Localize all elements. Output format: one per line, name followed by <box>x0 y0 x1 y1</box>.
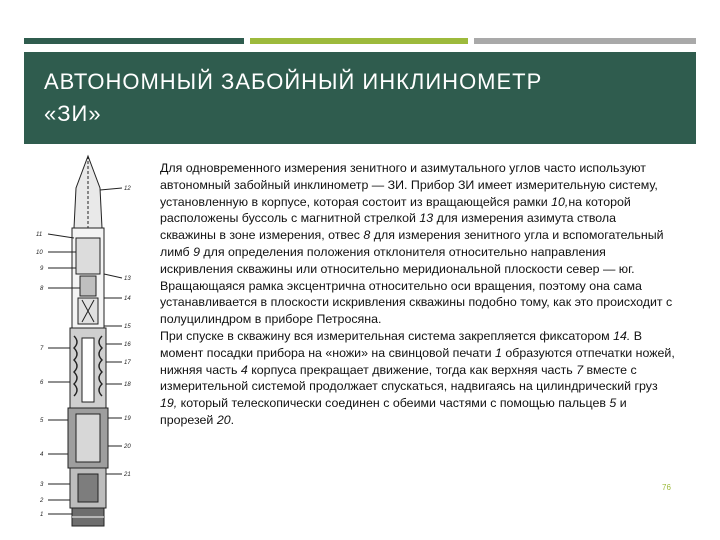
text-span: Для одновременного измерения зенитного и азимутального углов часто используют автономный забойный инклинометр — ЗИ. Прибор ЗИ имеет измерительную систему, установленную в корпусе, которая состоит из вращающейся рамки <box>160 161 658 209</box>
label-1: 1 <box>40 512 44 518</box>
ref-number: 4 <box>240 362 248 377</box>
label-14: 14 <box>124 296 131 302</box>
label-15: 15 <box>124 324 131 330</box>
ref-number: 9 <box>193 244 200 259</box>
text-span: который телескопически соединен с обеими частями с помощью пальцев <box>177 396 610 411</box>
label-19: 19 <box>124 416 131 422</box>
label-11: 11 <box>36 232 43 238</box>
ref-number: 10, <box>551 194 569 209</box>
ref-number: 14. <box>613 328 631 343</box>
text-span: для измерения зенитного угла и вспомогательный лимб <box>160 228 664 259</box>
text-span: корпуса прекращает движение, тогда как верхняя часть <box>247 362 577 377</box>
label-16: 16 <box>124 342 131 348</box>
text-span: и прорезей <box>160 396 627 427</box>
text-span: для определения положения отклонителя относительно направления искривления скважины или относительно меридиональной плоскости север — юг. Вращающаяся рамка эксцентрична относительно оси вращения, поэтому она сама устанавливается в плоскости искривления скважины подобно тому, как это происходит с полуцилиндром в приборе Петросяна. <box>160 244 673 327</box>
title-band <box>24 52 696 144</box>
top-accent-bar-green <box>250 38 468 44</box>
slide-title: АВТОНОМНЫЙ ЗАБОЙНЫЙ ИНКЛИНОМЕТР «ЗИ» <box>44 69 543 126</box>
ref-number: 7 <box>576 362 584 377</box>
label-20: 20 <box>124 444 131 450</box>
text-span: В момент посадки прибора на «ножи» на свинцовой печати <box>160 328 643 360</box>
page-number: 76 <box>662 483 671 492</box>
label-18: 18 <box>124 382 131 388</box>
text-span: на которой расположены буссоль с магнитной стрелкой <box>160 194 631 226</box>
ref-number: 13 <box>419 211 434 226</box>
text-span: При спуске в скважину вся измерительная система закрепляется фиксатором <box>160 328 614 343</box>
label-17: 17 <box>124 360 131 366</box>
inclinometer-drawing <box>26 148 150 534</box>
ref-number: 20 <box>216 412 231 427</box>
label-12: 12 <box>124 186 131 192</box>
text-span: для измерения азимута ствола скважины в зоне измерения, отвес <box>160 211 617 243</box>
label-8: 8 <box>40 286 44 292</box>
label-9: 9 <box>40 266 44 272</box>
label-2: 2 <box>40 498 44 504</box>
ref-number: 19, <box>160 396 178 411</box>
label-4: 4 <box>40 452 44 458</box>
label-5: 5 <box>40 418 44 424</box>
body-text <box>160 160 675 429</box>
top-accent-bar-dark <box>24 38 244 44</box>
ref-number: 8 <box>363 228 371 243</box>
paragraph-1 <box>160 160 675 328</box>
inclinometer-svg <box>26 148 150 534</box>
ref-number: 5 <box>609 396 617 411</box>
label-10: 10 <box>36 250 43 256</box>
label-21: 21 <box>124 472 131 478</box>
label-7: 7 <box>40 346 44 352</box>
paragraph-2 <box>160 328 675 429</box>
text-span: вместе с измерительной системой продолжает спускаться, надвигаясь на цилиндрический груз <box>160 362 658 394</box>
top-accent-bar-gray <box>474 38 696 44</box>
label-6: 6 <box>40 380 44 386</box>
label-3: 3 <box>40 482 44 488</box>
ref-number: 1 <box>495 345 502 360</box>
text-span: образуются отпечатки ножей, нижняя часть <box>160 345 675 377</box>
label-13: 13 <box>124 276 131 282</box>
text-span: . <box>230 412 235 427</box>
